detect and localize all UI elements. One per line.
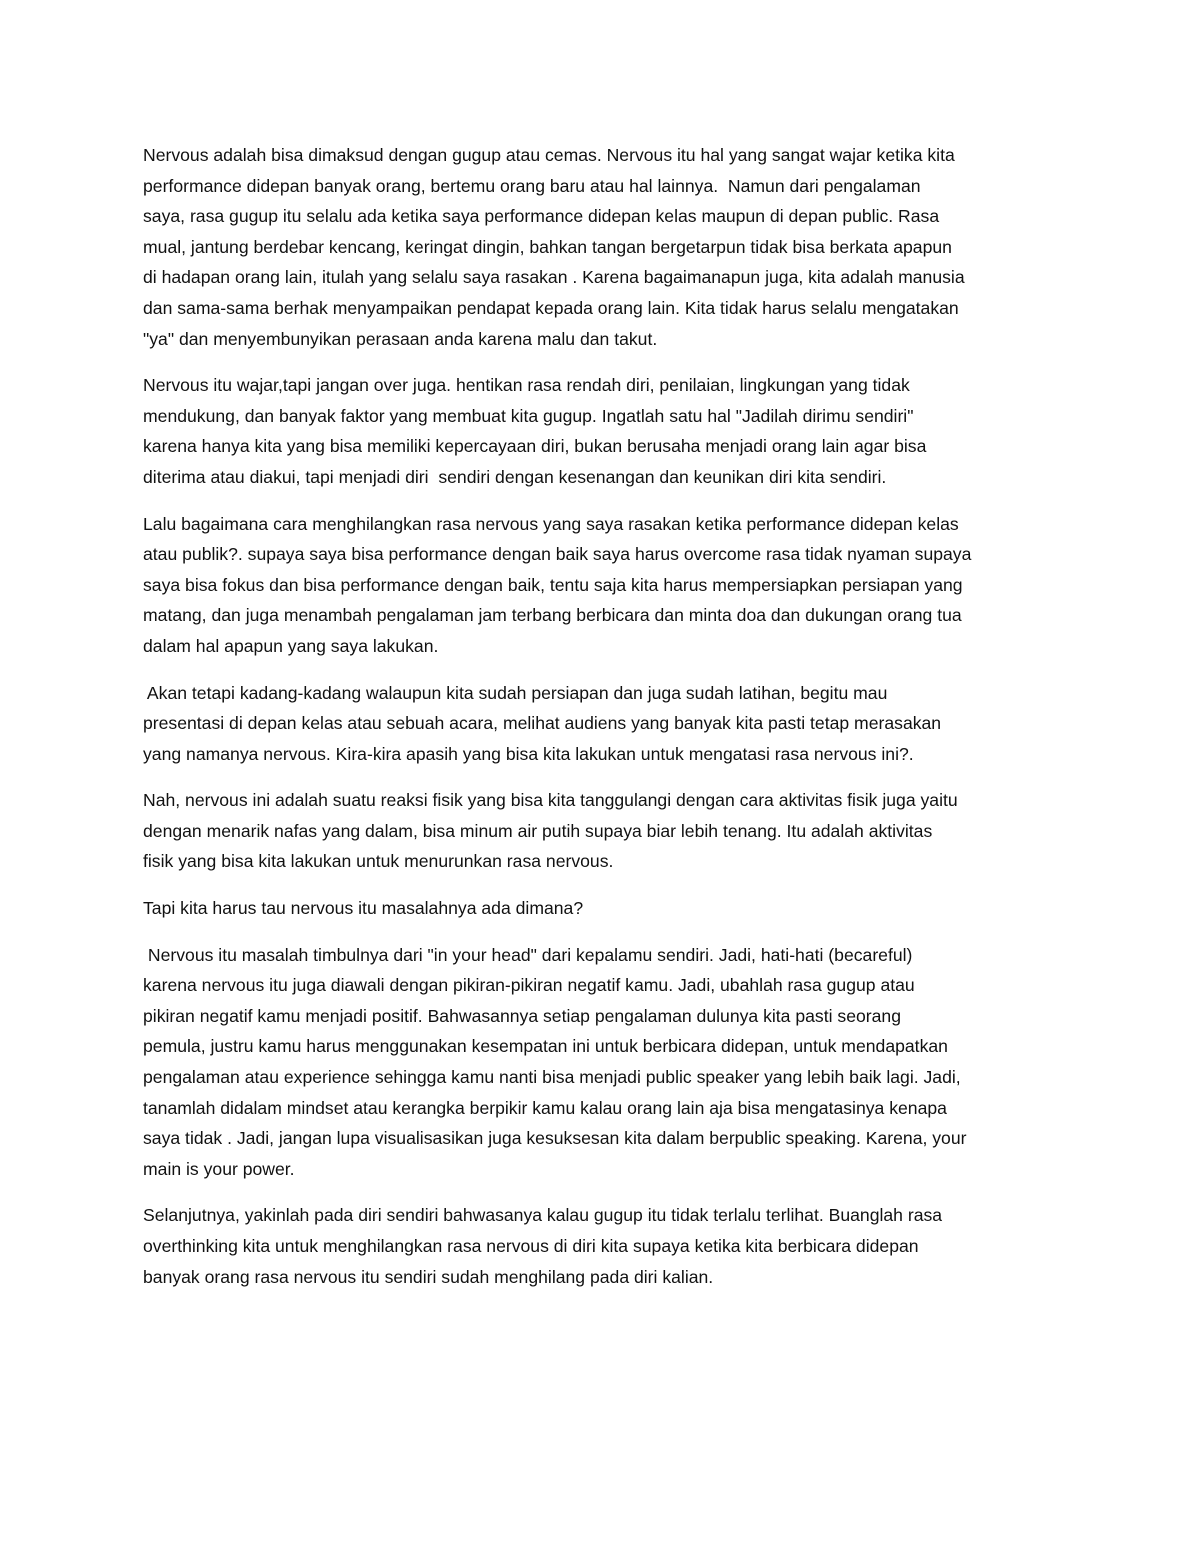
text-line: tanamlah didalam mindset atau kerangka berpikir kamu kalau orang lain aja bisa mengatasinya kenapa bbox=[143, 1097, 947, 1118]
text-line: Nervous adalah bisa dimaksud dengan gugup atau cemas. Nervous itu hal yang sangat wajar ketika kita bbox=[143, 145, 955, 165]
text-line: yang namanya nervous. Kira-kira apasih yang bisa kita lakukan untuk mengatasi rasa nervous ini?. bbox=[143, 743, 914, 764]
text-line: Nah, nervous ini adalah suatu reaksi fisik yang bisa kita tanggulangi dengan cara aktivitas fisik juga yaitu bbox=[143, 790, 958, 811]
text-line: Akan tetapi kadang-kadang walaupun kita sudah persiapan dan juga sudah latihan, begitu mau bbox=[143, 682, 888, 703]
text-line: saya bisa fokus dan bisa performance dengan baik, tentu saja kita harus mempersiapkan persiapan yang bbox=[143, 574, 963, 595]
text-line: karena hanya kita yang bisa memiliki kepercayaan diri, bukan berusaha menjadi orang lain agar bisa bbox=[143, 436, 927, 457]
text-line: dan sama-sama berhak menyampaikan pendapat kepada orang lain. Kita tidak harus selalu mengatakan bbox=[143, 297, 959, 318]
text-line: mendukung, dan banyak faktor yang membuat kita gugup. Ingatlah satu hal "Jadilah dirimu sendiri" bbox=[143, 405, 914, 426]
text-line: pengalaman atau experience sehingga kamu nanti bisa menjadi public speaker yang lebih baik lagi. Jadi, bbox=[143, 1067, 961, 1088]
text-line: diterima atau diakui, tapi menjadi diri sendiri dengan kesenangan dan keunikan diri kita sendiri. bbox=[143, 466, 887, 487]
text-line: saya tidak . Jadi, jangan lupa visualisasikan juga kesuksesan kita dalam berpublic speaking. Karena, your bbox=[143, 1128, 967, 1149]
text-line: pikiran negatif kamu menjadi positif. Bahwasannya setiap pengalaman dulunya kita pasti seorang bbox=[143, 1005, 901, 1026]
text-line: "ya" dan menyembunyikan perasaan anda karena malu dan takut. bbox=[143, 328, 658, 349]
paragraph-1 bbox=[143, 140, 1068, 354]
text-line: Selanjutnya, yakinlah pada diri sendiri bahwasanya kalau gugup itu tidak terlalu terlihat. Buanglah rasa bbox=[143, 1205, 943, 1226]
text-line: fisik yang bisa kita lakukan untuk menurunkan rasa nervous. bbox=[143, 851, 614, 872]
text-line: di hadapan orang lain, itulah yang selalu saya rasakan . Karena bagaimanapun juga, kita adalah manusia bbox=[143, 267, 965, 288]
paragraph-2 bbox=[143, 370, 1068, 492]
text-line: banyak orang rasa nervous itu sendiri sudah menghilang pada diri kalian. bbox=[143, 1266, 714, 1287]
text-line: Tapi kita harus tau nervous itu masalahnya ada dimana? bbox=[143, 898, 584, 919]
text-line: saya, rasa gugup itu selalu ada ketika saya performance didepan kelas maupun di depan public. Rasa bbox=[143, 206, 940, 227]
paragraph-6 bbox=[143, 893, 1068, 924]
text-line: matang, dan juga menambah pengalaman jam terbang berbicara dan minta doa dan dukungan orang tua bbox=[143, 605, 962, 626]
text-line: pemula, justru kamu harus menggunakan kesempatan ini untuk berbicara didepan, untuk mendapatkan bbox=[143, 1036, 948, 1057]
text-line: dengan menarik nafas yang dalam, bisa minum air putih supaya biar lebih tenang. Itu adalah aktivitas bbox=[143, 820, 933, 841]
text-line: Nervous itu masalah timbulnya dari "in your head" dari kepalamu sendiri. Jadi, hati-hati (becareful) bbox=[143, 944, 913, 965]
text-line: presentasi di depan kelas atau sebuah acara, melihat audiens yang banyak kita pasti tetap merasakan bbox=[143, 713, 942, 734]
text-line: karena nervous itu juga diawali dengan pikiran-pikiran negatif kamu. Jadi, ubahlah rasa gugup atau bbox=[143, 975, 915, 996]
text-line: mual, jantung berdebar kencang, keringat dingin, bahkan tangan bergetarpun tidak bisa berkata apapun bbox=[143, 236, 952, 257]
text-line: Nervous itu wajar,tapi jangan over juga. hentikan rasa rendah diri, penilaian, lingkungan yang tidak bbox=[143, 375, 910, 396]
text-line: performance didepan banyak orang, bertemu orang baru atau hal lainnya. Namun dari pengalaman bbox=[143, 175, 921, 196]
document-body bbox=[143, 140, 1068, 1308]
paragraph-5 bbox=[143, 785, 1068, 877]
paragraph-7 bbox=[143, 940, 1068, 1185]
text-line: overthinking kita untuk menghilangkan rasa nervous di diri kita supaya ketika kita berbicara didepan bbox=[143, 1236, 919, 1256]
paragraph-3 bbox=[143, 509, 1068, 662]
paragraph-4 bbox=[143, 678, 1068, 770]
text-line: main is your power. bbox=[143, 1158, 295, 1179]
text-line: atau publik?. supaya saya bisa performance dengan baik saya harus overcome rasa tidak nyaman supaya bbox=[143, 544, 972, 565]
text-line: dalam hal apapun yang saya lakukan. bbox=[143, 635, 439, 656]
paragraph-8 bbox=[143, 1200, 1068, 1292]
text-line: Lalu bagaimana cara menghilangkan rasa nervous yang saya rasakan ketika performance didepan kelas bbox=[143, 513, 959, 534]
